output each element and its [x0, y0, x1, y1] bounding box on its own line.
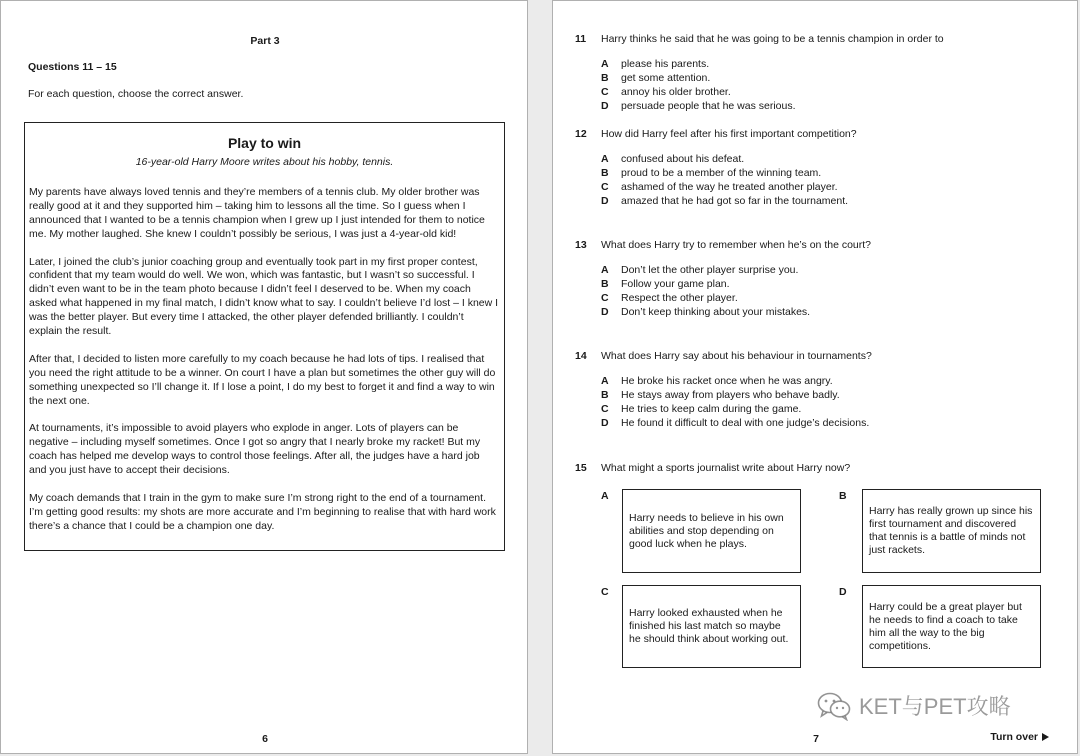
q15-letter-a: A	[601, 490, 609, 502]
right-page	[552, 0, 1078, 754]
article-paragraph: My coach demands that I train in the gym to make sure I’m strong right to the end of a tournament. I’m getting good results: my shots are more accurate and I’m beginning to realise that with hard work there’s a chance that I could be a champion one day.	[29, 491, 496, 532]
q15-option-text: Harry looked exhausted when he finished his last match so maybe he should think about working out.	[629, 607, 789, 645]
q15-option-d-box[interactable]	[862, 585, 1041, 668]
article-box	[24, 122, 505, 551]
question-text: Harry thinks he said that he was going to be a tennis champion in order to	[601, 33, 944, 45]
q15-option-text: Harry has really grown up since his first tournament and discovered that tennis is a battle of minds not just rackets.	[869, 505, 1033, 556]
question-number: 14	[575, 350, 587, 362]
option-d[interactable]: D He found it difficult to deal with one judge’s decisions.	[601, 416, 870, 429]
q15-letter-d: D	[839, 586, 847, 598]
option-a[interactable]: A confused about his defeat.	[601, 153, 745, 165]
option-c[interactable]: C Respect the other player.	[601, 291, 738, 304]
article-paragraph: At tournaments, it’s impossible to avoid players who explode in anger. Lots of players can be negative – including myself sometimes. Once I got so angry that I nearly broke my racket! But my coach has helped me develop ways to control those feelings. After all, the judges have a hard job and you just have to accept their decisions.	[29, 422, 481, 477]
question-12	[575, 128, 857, 209]
article-body	[29, 186, 499, 547]
turn-over-label: Turn over	[990, 731, 1038, 743]
question-13	[575, 239, 871, 320]
question-number: 12	[575, 128, 587, 140]
article-title: Play to win	[227, 135, 302, 151]
article-paragraph: After that, I decided to listen more carefully to my coach because he had lots of tips. I realised that you need the right attitude to be a winner. On court I have a plan but sometimes the other guy will do something unexpected so I’ll change it. If I lose a point, I do my best to forget it and find a way to win the next one.	[29, 352, 496, 407]
page-number: 6	[262, 733, 268, 745]
option-c[interactable]: C annoy his older brother.	[601, 85, 731, 98]
q15-option-a-box[interactable]	[622, 489, 801, 573]
question-11	[575, 33, 944, 114]
question-number: 11	[575, 33, 587, 45]
option-b[interactable]: B He stays away from players who behave badly.	[601, 388, 840, 401]
arrow-right-icon	[1042, 733, 1049, 741]
question-14	[575, 350, 872, 431]
q15-option-c-box[interactable]	[622, 585, 801, 668]
article-subtitle: 16-year-old Harry Moore writes about his hobby, tennis.	[135, 156, 394, 168]
instruction-text: For each question, choose the correct answer.	[28, 88, 244, 100]
left-page	[0, 0, 528, 754]
question-15	[575, 462, 850, 474]
article-paragraph: My parents have always loved tennis and they’re members of a tennis club. My older brother was really good at it and they supported him – taking him to lessons all the time. So I guess when I announced that I wanted to be a tennis champion when I grew up I just intended for them to notice me. My mother laughed. She knew I couldn’t possibly be serious, I was just a 4-year-old kid!	[29, 186, 485, 240]
option-b[interactable]: B Follow your game plan.	[601, 277, 730, 290]
question-text: How did Harry feel after his first important competition?	[601, 128, 857, 140]
option-a[interactable]: A He broke his racket once when he was angry.	[601, 375, 833, 387]
questions-range: Questions 11 – 15	[28, 61, 117, 73]
watermark-text: KET与PET攻略	[859, 694, 1011, 719]
question-text: What does Harry try to remember when he’s on the court?	[601, 239, 872, 251]
option-b[interactable]: B get some attention.	[601, 71, 711, 84]
turn-over	[990, 731, 1049, 743]
q15-option-text: Harry needs to believe in his own abilities and stop depending on good luck when he plays.	[629, 511, 784, 550]
option-c[interactable]: C He tries to keep calm during the game.	[601, 402, 802, 415]
q15-option-text: Harry could be a great player but he needs to find a coach to take him all the way to the big competitions.	[869, 600, 1022, 652]
option-a[interactable]: A Don’t let the other player surprise you.	[601, 264, 799, 276]
q15-letter-c: C	[601, 586, 609, 598]
option-d[interactable]: D persuade people that he was serious.	[601, 99, 796, 112]
question-text: What does Harry say about his behaviour in tournaments?	[601, 350, 872, 362]
option-a[interactable]: A please his parents.	[601, 58, 710, 70]
question-text: What might a sports journalist write about Harry now?	[601, 462, 851, 474]
question-number: 15	[575, 462, 587, 474]
page-number: 7	[813, 733, 819, 745]
option-b[interactable]: B proud to be a member of the winning team.	[601, 166, 822, 179]
wechat-icon	[817, 691, 851, 721]
option-c[interactable]: C ashamed of the way he treated another player.	[601, 180, 838, 193]
option-d[interactable]: D Don’t keep thinking about your mistakes.	[601, 305, 811, 318]
option-d[interactable]: D amazed that he had got so far in the tournament.	[601, 194, 849, 207]
question-number: 13	[575, 239, 587, 251]
q15-option-b-box[interactable]	[862, 489, 1041, 573]
part-title: Part 3	[250, 35, 280, 47]
article-paragraph: Later, I joined the club’s junior coaching group and eventually took part in my first proper contest, confident that my team would do well. We won, which was fantastic, but I wasn’t so successful. I didn’t even want to be in the team photo because I didn’t feel I deserved to be. When my coach asked what happened in my final match, I didn’t know what to say. I couldn’t believe I’d lost – I knew I was the better player. But every time I attacked, the other player defended brilliantly. I couldn’t explain the result.	[29, 255, 499, 338]
watermark	[817, 690, 1011, 721]
q15-letter-b: B	[839, 490, 847, 502]
